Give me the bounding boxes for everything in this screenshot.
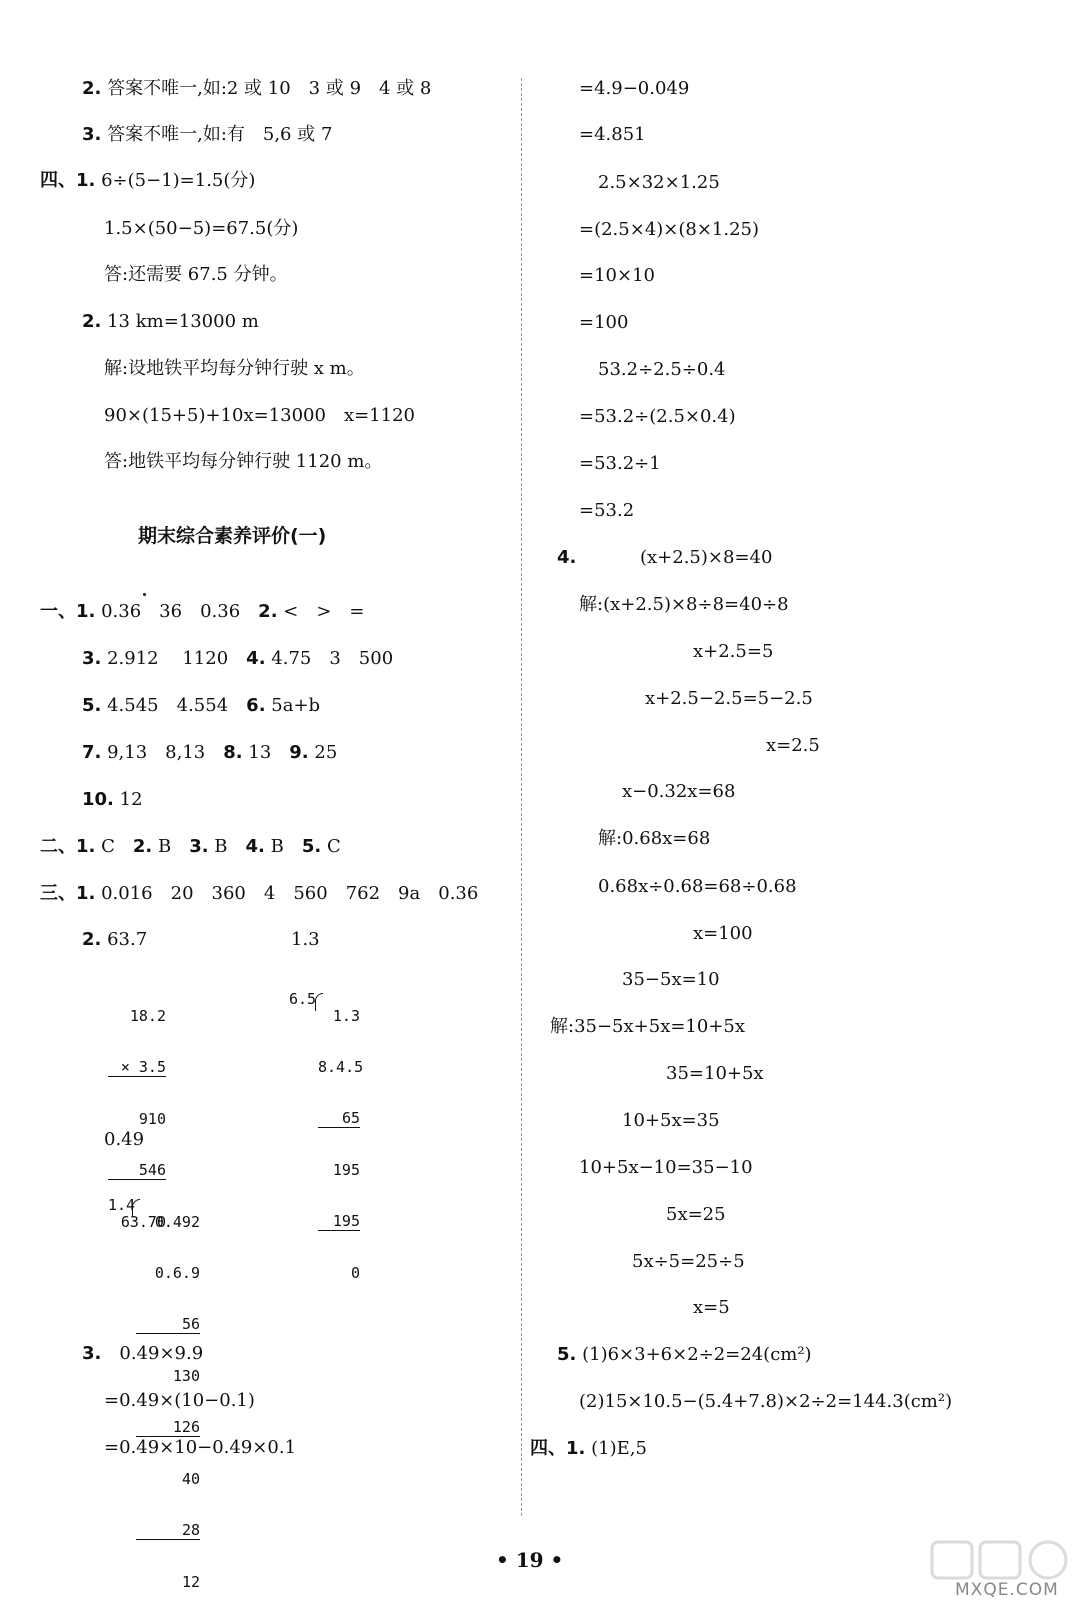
answer-line: x+2.5−2.5=5−2.5 xyxy=(645,688,813,709)
answer-line: 10+5x−10=35−10 xyxy=(579,1157,753,1178)
calc-row: 546 xyxy=(108,1162,166,1180)
calc-row: 195 xyxy=(318,1213,360,1231)
calc-row: 12 xyxy=(181,1573,200,1591)
answer-line: 2. 63.7 xyxy=(82,929,148,950)
dividend: 0.6.9 xyxy=(154,1264,200,1282)
dividend: 8.4.5 xyxy=(318,1058,364,1076)
answer-line: 3. 2.912 1120 4. 4.75 3 500 xyxy=(82,648,394,669)
answer-line: 10+5x=35 xyxy=(622,1110,720,1131)
divisor: 1.4 xyxy=(108,1196,136,1214)
calc-row: 126 xyxy=(136,1419,200,1437)
answer-line: =10×10 xyxy=(579,265,655,286)
answer-line: x=5 xyxy=(693,1297,730,1318)
answer-line: 1.5×(50−5)=67.5(分) xyxy=(104,218,299,239)
answer-line: 1.3 xyxy=(291,929,320,950)
answer-line: =0.49×(10−0.1) xyxy=(104,1390,255,1411)
answer-line: x=100 xyxy=(693,923,753,944)
answer-line: 解:设地铁平均每分钟行驶 x m。 xyxy=(104,358,365,379)
answer-line: 解:35−5x+5x=10+5x xyxy=(550,1016,746,1037)
section-title: 期末综合素养评价(一) xyxy=(138,525,327,547)
answer-line: 三、1. 0.016 20 360 4 560 762 9a 0.36 xyxy=(40,883,479,904)
answer-line: 四、1. 6÷(5−1)=1.5(分) xyxy=(40,170,256,191)
long-division xyxy=(318,974,364,1299)
answer-line: 5x=25 xyxy=(666,1204,726,1225)
answer-line: 10. 12 xyxy=(82,789,143,810)
answer-line: 二、1. C 2. B 3. B 4. B 5. C xyxy=(40,836,341,857)
calc-row: 130 xyxy=(172,1367,200,1385)
repeating-decimal-dot xyxy=(143,593,146,596)
answer-line: 5x÷5=25÷5 xyxy=(632,1251,745,1272)
answer-line: (x+2.5)×8=40 xyxy=(640,547,773,568)
answer-line: 答:还需要 67.5 分钟。 xyxy=(104,264,288,285)
answer-line: 3. 0.49×9.9 xyxy=(82,1343,204,1364)
answer-line: 解:0.68x=68 xyxy=(598,828,711,849)
answer-line: 答:地铁平均每分钟行驶 1120 m。 xyxy=(104,451,383,472)
calc-row: 65 xyxy=(318,1110,360,1128)
answer-line: =53.2÷1 xyxy=(579,453,661,474)
calc-row: 28 xyxy=(136,1522,200,1540)
answer-line: 四、1. (1)E,5 xyxy=(530,1438,647,1459)
answer-line: =4.851 xyxy=(579,124,646,145)
answer-line: 一、1. 0.36 36 0.36 2. < > = xyxy=(40,601,365,622)
answer-line: 90×(15+5)+10x=13000 x=1120 xyxy=(104,405,415,426)
watermark-text: MXQE.COM xyxy=(955,1580,1059,1600)
answer-line: 2.5×32×1.25 xyxy=(598,172,720,193)
column-divider xyxy=(521,78,522,1516)
answer-line: 解:(x+2.5)×8÷8=40÷8 xyxy=(579,594,789,615)
divisor: 6.5 xyxy=(289,990,317,1008)
answer-line: =100 xyxy=(579,312,629,333)
answer-line: 0.49 xyxy=(104,1129,145,1150)
answer-line: 35−5x=10 xyxy=(622,969,720,990)
answer-line: (2)15×10.5−(5.4+7.8)×2÷2=144.3(cm²) xyxy=(579,1391,953,1412)
quotient: 1.3 xyxy=(332,1007,360,1025)
answer-line: 53.2÷2.5÷0.4 xyxy=(598,359,726,380)
answer-line: 7. 9,13 8,13 8. 13 9. 25 xyxy=(82,742,338,763)
answer-line: 2. 答案不唯一,如:2 或 10 3 或 9 4 或 8 xyxy=(82,78,432,99)
answer-line: 0.68x÷0.68=68÷0.68 xyxy=(598,876,797,897)
answer-line: 5. (1)6×3+6×2÷2=24(cm²) xyxy=(557,1344,812,1365)
page-number: • 19 • xyxy=(496,1548,564,1572)
calc-row: 0 xyxy=(350,1264,360,1282)
calc-row: 63.70 xyxy=(120,1213,166,1231)
answer-line: 2. 13 km=13000 m xyxy=(82,311,259,332)
calc-row: 195 xyxy=(332,1161,360,1179)
answer-line: 5. 4.545 4.554 6. 5a+b xyxy=(82,695,321,716)
answer-line: x+2.5=5 xyxy=(693,641,774,662)
answer-line: =53.2÷(2.5×0.4) xyxy=(579,406,736,427)
answer-line: 3. 答案不唯一,如:有 5,6 或 7 xyxy=(82,124,333,145)
calc-row: 56 xyxy=(136,1316,200,1334)
answer-line: =(2.5×4)×(8×1.25) xyxy=(579,219,760,240)
calc-row: 40 xyxy=(181,1470,200,1488)
calc-row: 910 xyxy=(138,1110,166,1128)
answer-line: 35=10+5x xyxy=(666,1063,764,1084)
answer-line: =4.9−0.049 xyxy=(579,78,690,99)
answer-line: 4. xyxy=(557,547,577,568)
quotient: 0.492 xyxy=(154,1213,200,1231)
answer-line: x=2.5 xyxy=(766,735,820,756)
answer-line: x−0.32x=68 xyxy=(622,781,736,802)
answer-line: =53.2 xyxy=(579,500,635,521)
calc-row: × 3.5 xyxy=(108,1059,166,1077)
calc-row: 18.2 xyxy=(129,1007,166,1025)
answer-line: =0.49×10−0.49×0.1 xyxy=(104,1437,297,1458)
